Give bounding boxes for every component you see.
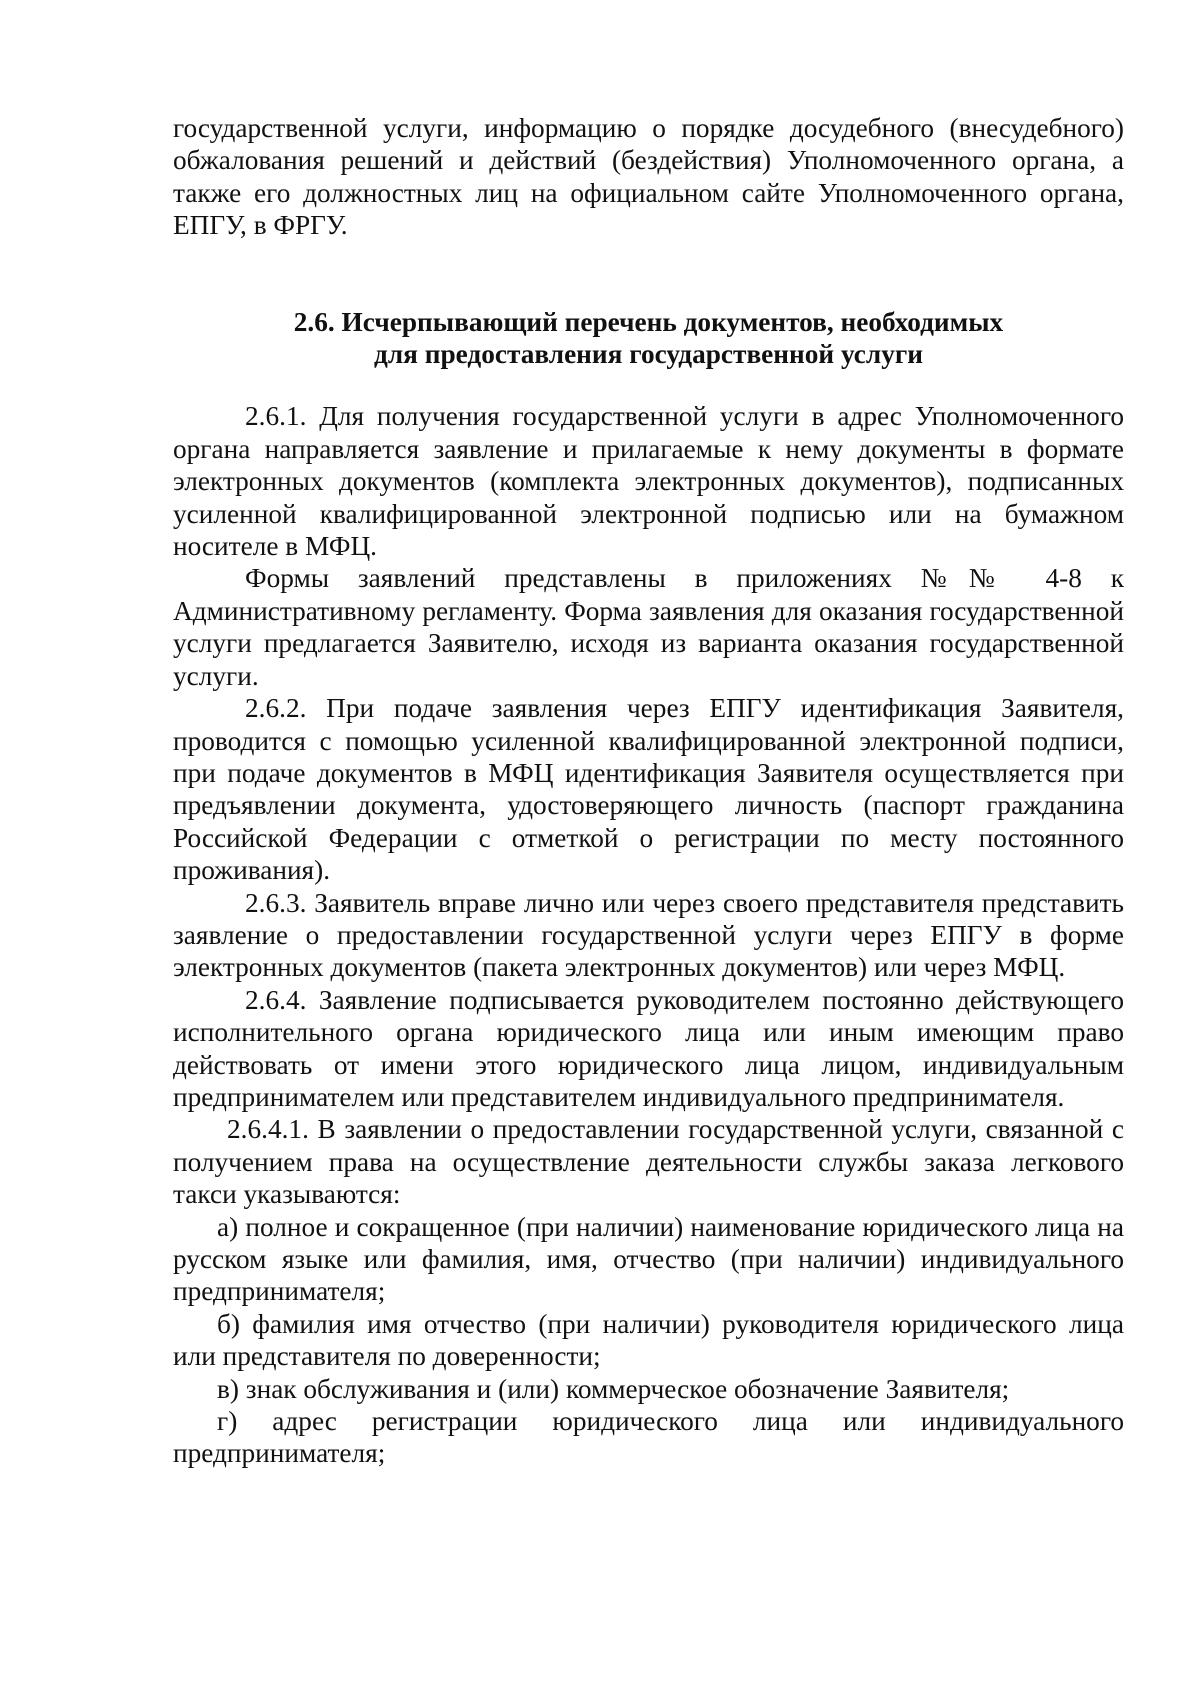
section-heading-line-1: 2.6. Исчерпывающий перечень документов, необходимых (293, 306, 1004, 337)
list-item-b: б) фамилия имя отчество (при наличии) руководителя юридического лица или представителя по доверенности; (173, 1308, 1124, 1372)
paragraph-2-6-1: 2.6.1. Для получения государственной услуги в адрес Уполномоченного органа направляется заявление и прилагаемые к нему документы в формате электронных документов (комплекта электронных документов), подписанных усиленной квалифицированной электронной подписью или на бумажном носителе в МФЦ. (173, 401, 1124, 562)
list-item-g: г) адрес регистрации юридического лица или индивидуального предпринимателя; (173, 1406, 1124, 1469)
list-item-a: а) полное и сокращенное (при наличии) наименование юридического лица на русском языке или фамилия, имя, отчество (при наличии) индивидуального предпринимателя; (173, 1211, 1124, 1307)
paragraph-forms: Формы заявлений представлены в приложениях №№ 4-8 к Административному регламенту. Форма заявления для оказания государственной услуги предлагается Заявителю, исходя из варианта оказания государственной услуги. (173, 563, 1124, 691)
paragraph-2-6-2: 2.6.2. При подаче заявления через ЕПГУ идентификация Заявителя, проводится с помощью усиленной квалифицированной электронной подписи, при подаче документов в МФЦ идентификация Заявителя осуществляется при предъявлении документа, удостоверяющего личность (паспорт гражданина Российской Федерации с отметкой о регистрации по месту постоянного проживания). (173, 693, 1124, 886)
paragraph-2-6-3: 2.6.3. Заявитель вправе лично или через своего представителя представить заявление о предоставлении государственной услуги через ЕПГУ в форме электронных документов (пакета электронных документов) или через МФЦ. (173, 887, 1124, 983)
paragraph-2-6-4-1: 2.6.4.1. В заявлении о предоставлении государственной услуги, связанной с получением права на осуществление деятельности службы заказа легкового такси указываются: (173, 1114, 1124, 1210)
section-heading (173, 306, 1124, 371)
list-item-v: в) знак обслуживания и (или) коммерческое обозначение Заявителя; (217, 1373, 1010, 1404)
section-heading-line-2: для предоставления государственной услуги (374, 339, 923, 370)
intro-paragraph: государственной услуги, информацию о порядке досудебного (внесудебного) обжалования решений и действий (бездействия) Уполномоченного органа, а также его должностных лиц на официальном сайте Уполномоченного органа, ЕПГУ, в ФРГУ. (173, 113, 1124, 241)
document-page (173, 112, 1124, 1470)
paragraph-2-6-4: 2.6.4. Заявление подписывается руководителем постоянно действующего исполнительного органа юридического лица или иным имеющим право действовать от имени этого юридического лица лицом, индивидуальным предпринимателем или представителем индивидуального предпринимателя. (173, 984, 1124, 1112)
